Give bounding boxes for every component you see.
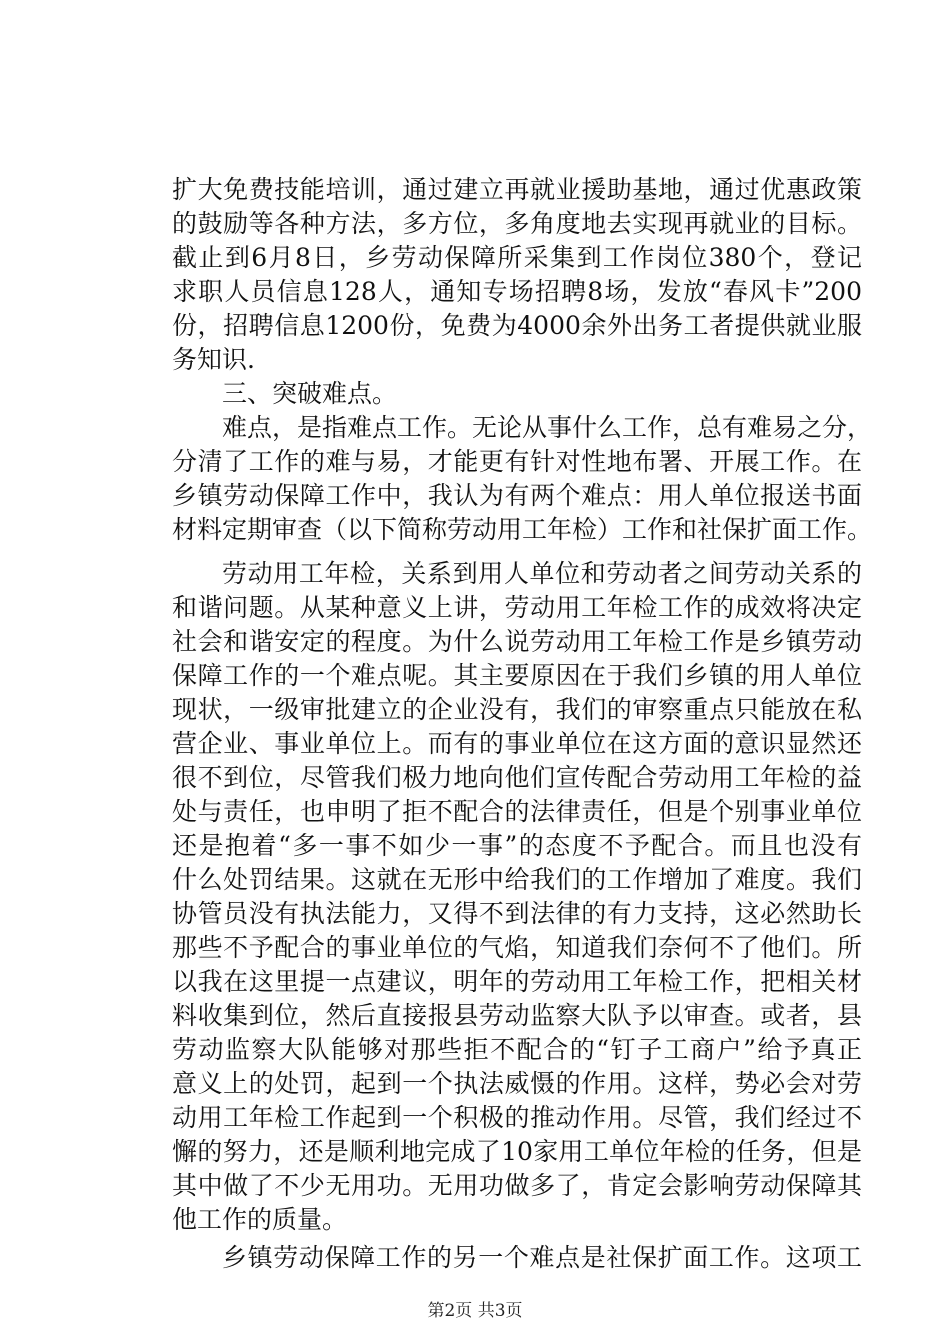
paragraph-first-line: 难点，是指难点工作。无论从事什么工作，总有难易之分， (222, 413, 873, 442)
body-text-line: 保障工作的一个难点呢。其主要原因在于我们乡镇的用人单位 (172, 661, 862, 690)
body-text-line: 以我在这里提一点建议，明年的劳动用工年检工作，把相关材 (172, 967, 862, 996)
body-text-line: 很不到位，尽管我们极力地向他们宣传配合劳动用工年检的益 (172, 763, 862, 792)
body-text-line: 营企业、事业单位上。而有的事业单位在这方面的意识显然还 (172, 729, 862, 758)
body-text-line: 务知识. (172, 345, 255, 374)
body-text-line: 份，招聘信息1200份，免费为4000余外出务工者提供就业服 (172, 311, 862, 340)
page-number-footer: 第2页 共3页 (427, 1301, 523, 1321)
body-text-line: 现状，一级审批建立的企业没有，我们的审察重点只能放在私 (172, 695, 862, 724)
body-text-line: 材料定期审查（以下简称劳动用工年检）工作和社保扩面工作。 (172, 515, 873, 544)
body-text-line: 其中做了不少无用功。无用功做多了，肯定会影响劳动保障其 (172, 1171, 862, 1200)
body-text-line: 协管员没有执法能力，又得不到法律的有力支持，这必然助长 (172, 899, 862, 928)
body-text-line: 的鼓励等各种方法，多方位，多角度地去实现再就业的目标。 (172, 209, 862, 238)
body-text-line: 和谐问题。从某种意义上讲，劳动用工年检工作的成效将决定 (172, 593, 862, 622)
body-text-line: 懈的努力，还是顺利地完成了10家用工单位年检的任务，但是 (172, 1137, 862, 1166)
body-text-line: 求职人员信息128人，通知专场招聘8场，发放“春风卡”200 (172, 277, 862, 306)
body-text-line: 他工作的质量。 (172, 1205, 348, 1234)
body-text-line: 社会和谐安定的程度。为什么说劳动用工年检工作是乡镇劳动 (172, 627, 862, 656)
body-text-line: 扩大免费技能培训，通过建立再就业援助基地，通过优惠政策 (172, 175, 862, 204)
body-text-line: 动用工年检工作起到一个积极的推动作用。尽管，我们经过不 (172, 1103, 862, 1132)
body-text-line: 还是抱着“多一事不如少一事”的态度不予配合。而且也没有 (172, 831, 862, 860)
body-text-line: 劳动监察大队能够对那些拒不配合的“钉子工商户”给予真正 (172, 1035, 862, 1064)
body-text-line: 分清了工作的难与易，才能更有针对性地布署、开展工作。在 (172, 447, 862, 476)
body-text-line: 料收集到位，然后直接报县劳动监察大队予以审查。或者，县 (172, 1001, 862, 1030)
body-text-line: 那些不予配合的事业单位的气焰，知道我们奈何不了他们。所 (172, 933, 862, 962)
body-text-line: 处与责任，也申明了拒不配合的法律责任，但是个别事业单位 (172, 797, 862, 826)
body-text-line: 乡镇劳动保障工作中，我认为有两个难点：用人单位报送书面 (172, 481, 862, 510)
paragraph-first-line: 乡镇劳动保障工作的另一个难点是社保扩面工作。这项工 (222, 1243, 862, 1272)
paragraph-first-line: 劳动用工年检，关系到用人单位和劳动者之间劳动关系的 (222, 559, 862, 588)
section-heading: 三、突破难点。 (222, 379, 398, 408)
body-text-line: 什么处罚结果。这就在无形中给我们的工作增加了难度。我们 (172, 865, 862, 894)
body-text-line: 意义上的处罚，起到一个执法威慑的作用。这样，势必会对劳 (172, 1069, 862, 1098)
body-text-line: 截止到6月8日，乡劳动保障所采集到工作岗位380个，登记 (172, 243, 862, 272)
